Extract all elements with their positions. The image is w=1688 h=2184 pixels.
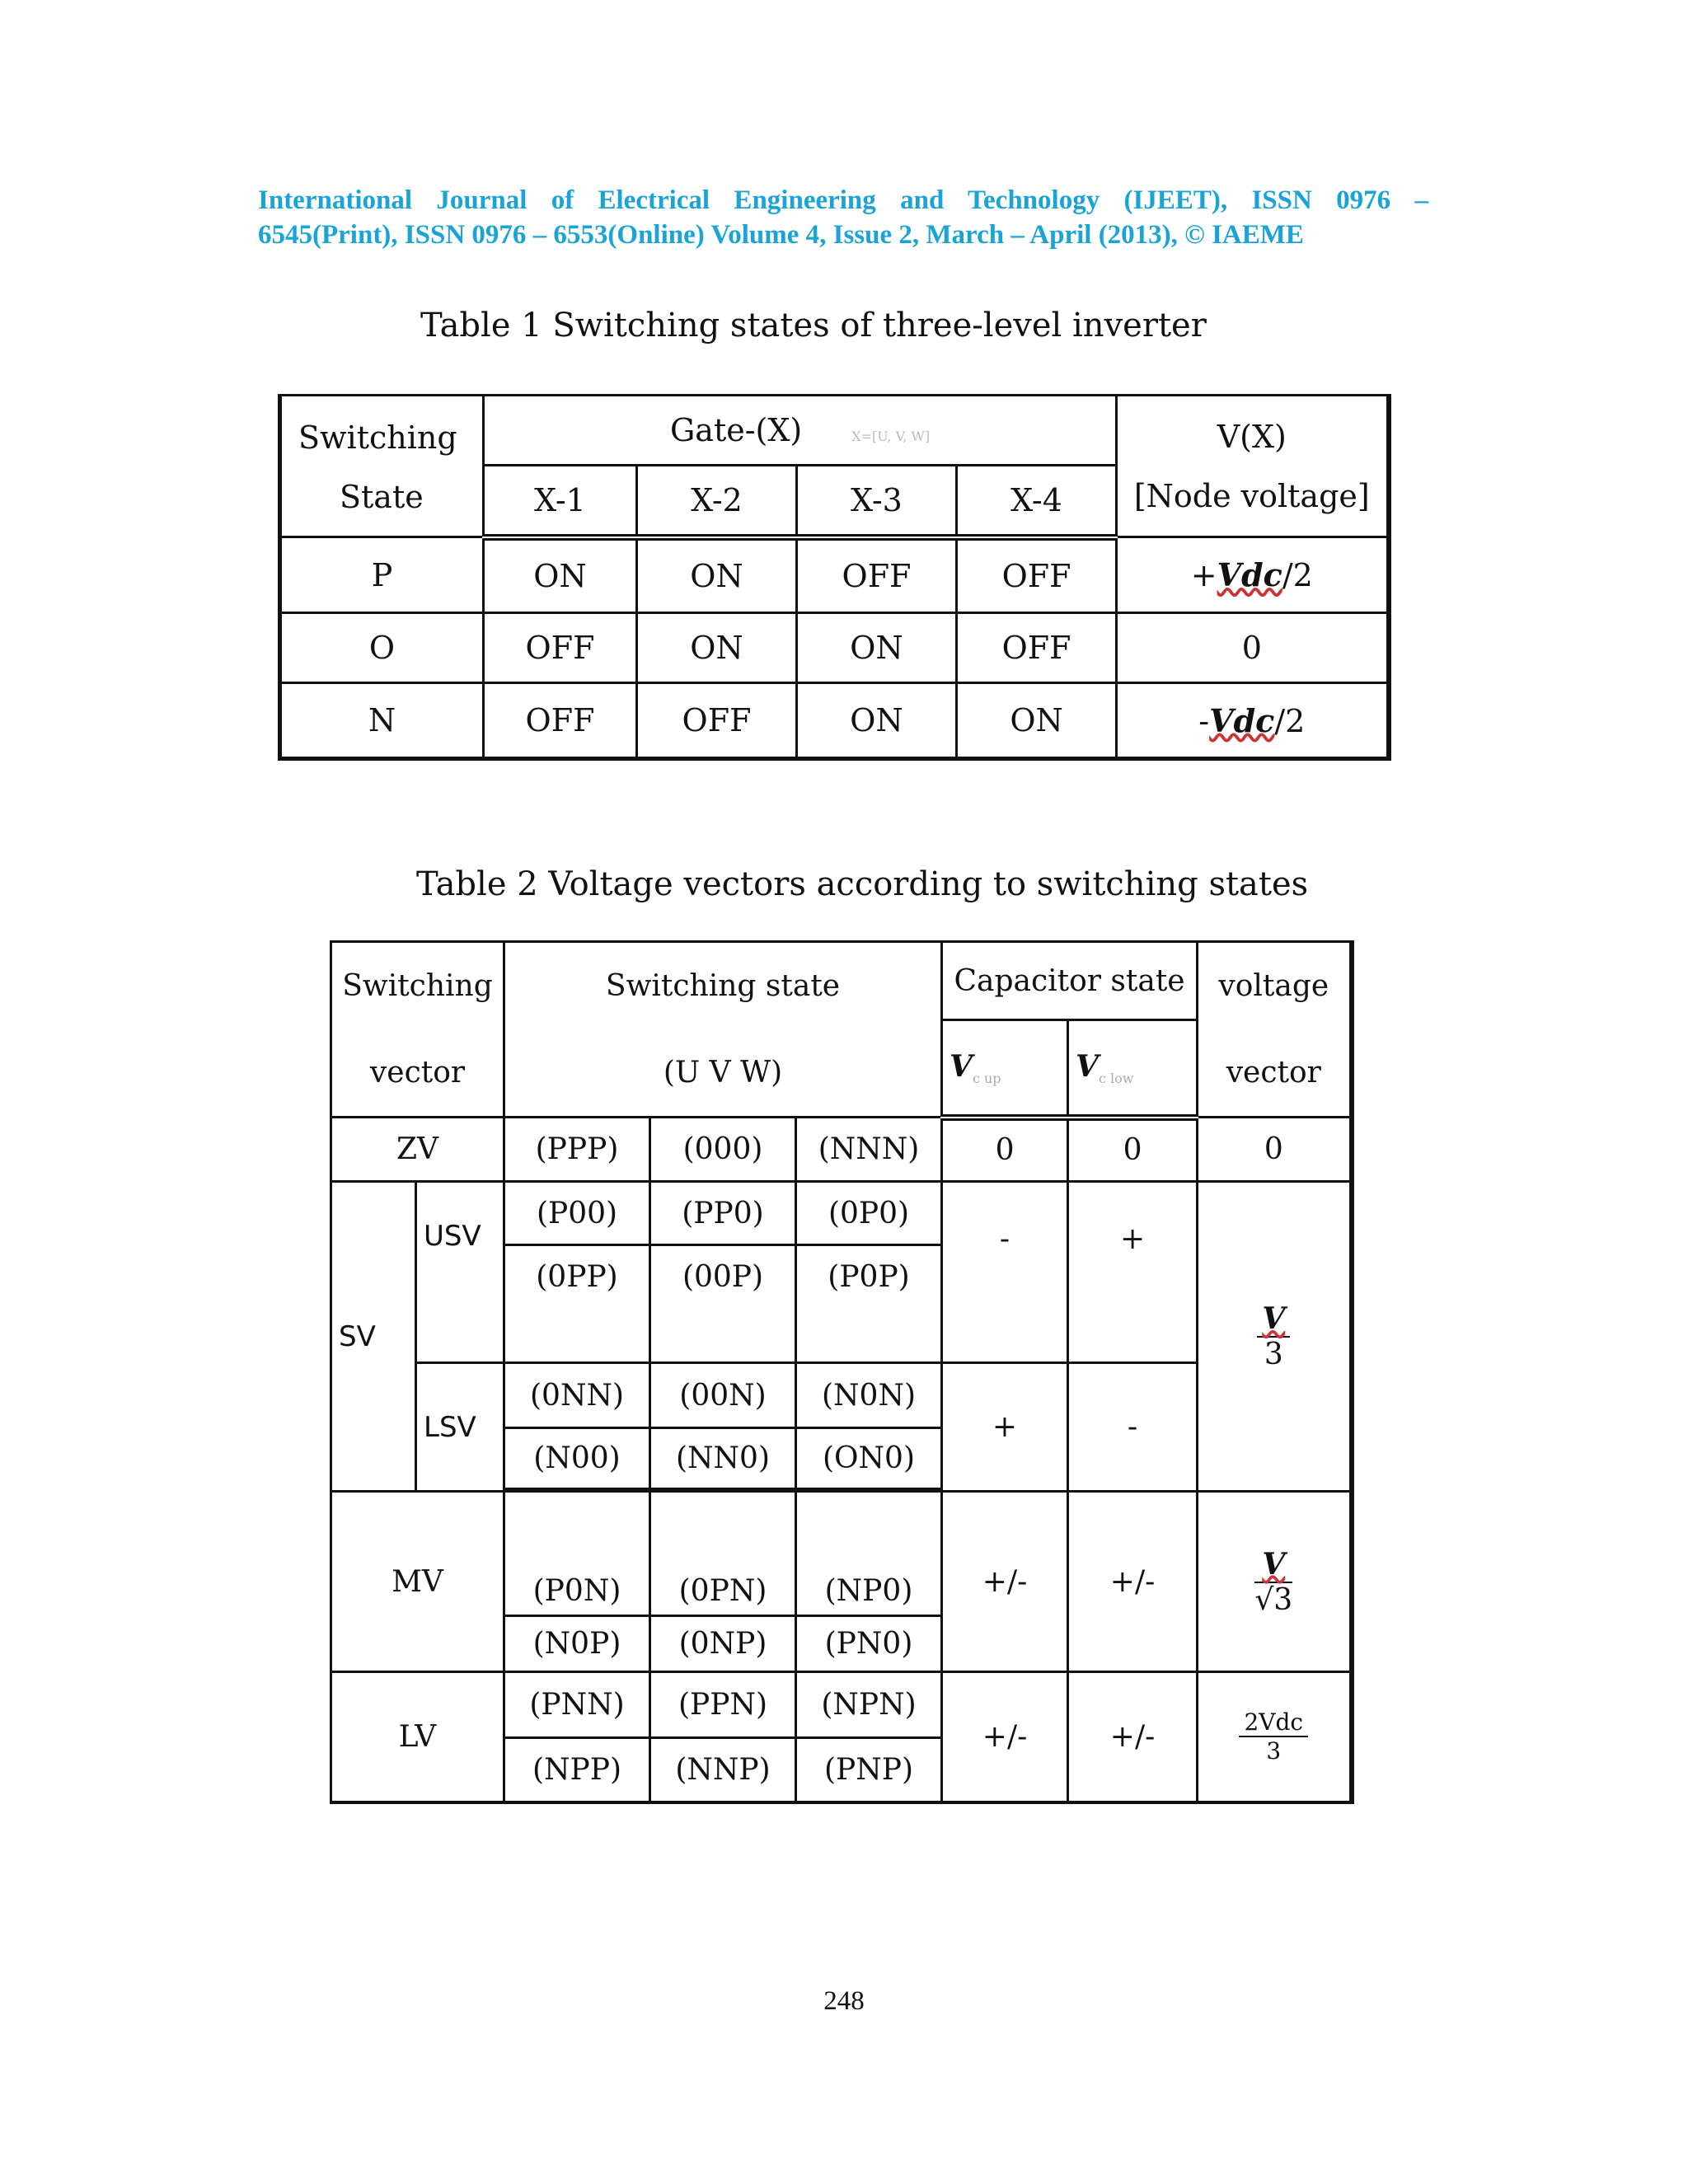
t2-cell: (NNP) — [650, 1738, 796, 1802]
t2-sv-voltage-fraction — [1257, 1301, 1290, 1371]
table1 — [278, 394, 1391, 761]
t2-cell: 0 — [942, 1118, 1068, 1182]
t1-cell: ON — [484, 537, 637, 613]
t1-head-vx-line2: [Node voltage] — [1133, 477, 1370, 514]
table-row — [331, 1492, 1352, 1616]
t2-usv-c2: + — [1068, 1182, 1198, 1363]
t2-mv-label: MV — [331, 1492, 504, 1672]
t2-cell: 0 — [1198, 1118, 1352, 1182]
t1-cell: ON — [637, 537, 797, 613]
t1-cell: ON — [797, 683, 957, 759]
table-row — [331, 1672, 1352, 1738]
t1-voltage-symbol: 0 — [1241, 630, 1262, 666]
t2-cell: (N0P) — [504, 1616, 650, 1672]
t2-sv-voltage-num: V — [1257, 1301, 1290, 1338]
t2-head-ss-line1: Switching state — [605, 969, 841, 1003]
t2-mv-c2: +/- — [1068, 1492, 1198, 1672]
t1-head-x4: X-4 — [957, 466, 1117, 537]
t2-cell-empty — [796, 1309, 942, 1363]
t2-usv-label: USV — [416, 1182, 504, 1363]
t1-state: O — [280, 613, 484, 683]
t2-head-v-cup-sub: c up — [972, 1070, 1001, 1086]
t1-cell: OFF — [637, 683, 797, 759]
t2-lv-voltage — [1198, 1672, 1352, 1802]
t2-cell: (NPP) — [504, 1738, 650, 1802]
t1-state: P — [280, 537, 484, 613]
t2-head-v-clow-sub: c low — [1098, 1070, 1134, 1086]
t2-lsv-label: LSV — [416, 1363, 504, 1492]
t2-cell-empty — [504, 1309, 650, 1363]
t1-state: N — [280, 683, 484, 759]
t1-voltage-symbol: Vdc — [1217, 556, 1282, 593]
t2-mv-voltage-num: V — [1254, 1547, 1292, 1583]
table-row — [280, 683, 1389, 759]
t1-voltage-sign: - — [1198, 702, 1210, 739]
t1-voltage — [1117, 613, 1389, 683]
t2-cell: (0P0) — [796, 1182, 942, 1245]
t2-sv-voltage-den: 3 — [1264, 1338, 1283, 1371]
t1-cell: OFF — [957, 537, 1117, 613]
t2-sv-label: SV — [331, 1182, 416, 1492]
t2-cell: (PNN) — [504, 1672, 650, 1738]
table-row — [331, 1118, 1352, 1182]
t2-cell: (0PN) — [650, 1492, 796, 1616]
table-row — [280, 537, 1389, 613]
t1-head-switching-state — [280, 396, 484, 537]
t2-cell: (P0N) — [504, 1492, 650, 1616]
t2-cell: (N00) — [504, 1428, 650, 1489]
t1-head-gate-note: X=[U, V, W] — [851, 429, 931, 444]
t1-cell: OFF — [797, 537, 957, 613]
t2-cell: (PNP) — [796, 1738, 942, 1802]
t2-head-v-cup-symbol: V — [950, 1048, 973, 1084]
t2-usv-c1: - — [942, 1182, 1068, 1363]
t2-mv-voltage-fraction — [1254, 1547, 1292, 1617]
t2-head-voltage-vector — [1198, 942, 1352, 1118]
t1-head-switching-line2: State — [340, 479, 424, 515]
t2-cell: (00N) — [650, 1363, 796, 1428]
t2-head-v-clow — [1068, 1020, 1198, 1118]
t2-lsv-c1: + — [942, 1363, 1068, 1492]
t2-lv-voltage-fraction — [1239, 1708, 1308, 1765]
t2-lv-c2: +/- — [1068, 1672, 1198, 1802]
t1-cell: ON — [637, 613, 797, 683]
t2-mv-voltage-den: √3 — [1254, 1582, 1293, 1617]
header-line-2: 6545(Print), ISSN 0976 – 6553(Online) Volume 4, Issue 2, March – April (2013), © IAEME — [258, 220, 1304, 250]
t2-cell: (NP0) — [796, 1492, 942, 1616]
t2-lsv-c2: - — [1068, 1363, 1198, 1492]
t2-mv-c1: +/- — [942, 1492, 1068, 1672]
t2-cell: (PN0) — [796, 1616, 942, 1672]
table-row — [331, 1182, 1352, 1245]
t2-cell: (00P) — [650, 1245, 796, 1309]
t1-head-x3: X-3 — [797, 466, 957, 537]
t2-cell-empty — [650, 1309, 796, 1363]
t2-cell: (ON0) — [796, 1428, 942, 1489]
t2-cell: (NNN) — [796, 1118, 942, 1182]
t2-cell: (NPN) — [796, 1672, 942, 1738]
t2-cell: (000) — [650, 1118, 796, 1182]
t1-head-vx-line1: V(X) — [1217, 418, 1287, 455]
t2-head-sv-line1: Switching — [342, 969, 493, 1003]
t2-mv-voltage — [1198, 1492, 1352, 1672]
t2-cell: (PPP) — [504, 1118, 650, 1182]
t1-head-switching-line1: Switching — [298, 419, 457, 456]
t2-cell: (0NP) — [650, 1616, 796, 1672]
t1-voltage — [1117, 537, 1389, 613]
t1-cell: OFF — [484, 683, 637, 759]
t2-head-capacitor-state: Capacitor state — [942, 942, 1198, 1020]
t1-cell: OFF — [484, 613, 637, 683]
t2-lv-voltage-den: 3 — [1266, 1737, 1282, 1765]
t2-cell: (N0N) — [796, 1363, 942, 1428]
t1-cell: ON — [797, 613, 957, 683]
t2-lv-c1: +/- — [942, 1672, 1068, 1802]
journal-header — [258, 183, 1428, 252]
t1-voltage — [1117, 683, 1389, 759]
t2-lv-label: LV — [331, 1672, 504, 1802]
page-number: 248 — [823, 1986, 865, 2016]
t2-head-vv-line1: voltage — [1218, 969, 1329, 1003]
t1-voltage-sign: + — [1190, 557, 1217, 593]
t2-cell: (NN0) — [650, 1428, 796, 1489]
t2-cell: (PP0) — [650, 1182, 796, 1245]
table2 — [330, 940, 1354, 1804]
table1-caption: Table 1 Switching states of three-level inverter — [420, 307, 1207, 344]
t2-head-switching-vector — [331, 942, 504, 1118]
t2-sv-voltage — [1198, 1182, 1352, 1492]
t1-cell: ON — [957, 683, 1117, 759]
table2-caption: Table 2 Voltage vectors according to switching states — [416, 865, 1309, 903]
t2-cell: (P0P) — [796, 1245, 942, 1309]
t1-head-x1: X-1 — [484, 466, 637, 537]
t2-lv-voltage-num: 2Vdc — [1239, 1708, 1308, 1737]
t2-head-switching-state — [504, 942, 942, 1118]
t2-cell: (0PP) — [504, 1245, 650, 1309]
header-line-1: International Journal of Electrical Engineering and Technology (IJEET), ISSN 0976 – — [258, 185, 1428, 215]
t2-cell: 0 — [1068, 1118, 1198, 1182]
t2-zv-label: ZV — [331, 1118, 504, 1182]
table-row — [280, 613, 1389, 683]
t2-cell: (P00) — [504, 1182, 650, 1245]
t2-head-sv-line2: vector — [369, 1056, 466, 1090]
t1-voltage-den: /2 — [1282, 557, 1313, 593]
t1-voltage-den: /2 — [1274, 702, 1306, 739]
t2-head-v-clow-symbol: V — [1076, 1048, 1099, 1084]
t1-head-gate — [484, 396, 1117, 466]
t1-head-vx — [1117, 396, 1389, 537]
t2-head-ss-line2: (U V W) — [663, 1056, 783, 1090]
t2-head-v-cup — [942, 1020, 1068, 1118]
t1-cell: OFF — [957, 613, 1117, 683]
t1-head-gate-label: Gate-(X) — [669, 412, 803, 448]
t2-cell: (0NN) — [504, 1363, 650, 1428]
t2-head-vv-line2: vector — [1226, 1056, 1321, 1090]
t1-voltage-symbol: Vdc — [1209, 701, 1275, 739]
t1-head-x2: X-2 — [637, 466, 797, 537]
t2-cell: (PPN) — [650, 1672, 796, 1738]
